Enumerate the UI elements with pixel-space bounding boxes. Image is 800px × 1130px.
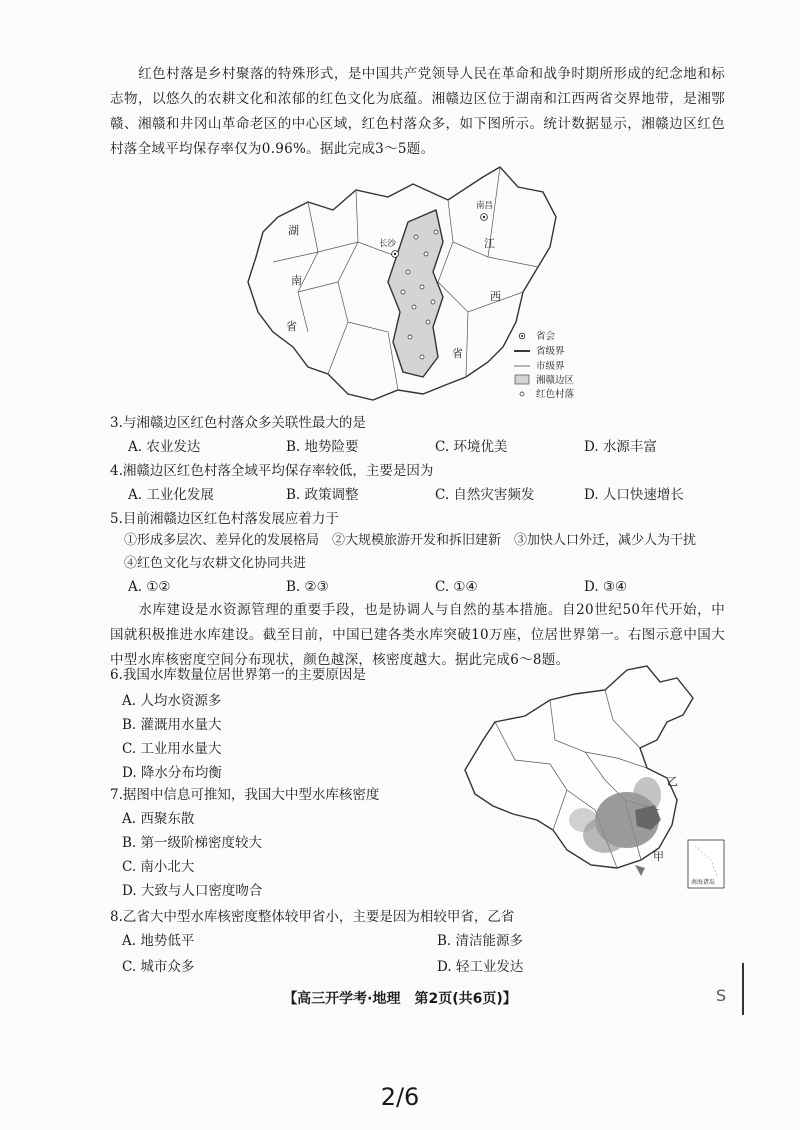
page-indicator: 2/6 — [380, 1083, 420, 1111]
legend-capital: 省会 — [536, 331, 556, 342]
q4-option-b[interactable]: B. 政策调整 — [286, 487, 359, 503]
page-footer: 【高三开学考·地理 第2页(共6页)】 — [283, 991, 517, 1007]
intro-text-2: 水库建设是水资源管理的重要手段，也是协调人与自然的基本措施。自20世纪50年代开始，中国就积极推进水库建设。截至目前，中国已建各类水库突破10万座，位居世界第一。右图示意中国大中型水库核密度空间分布现状，颜色越深，核密度越大。据此完成6～8题。 — [110, 602, 725, 668]
q8-option-a[interactable]: A. 地势低平 — [122, 933, 195, 949]
legend-city-border: 市级界 — [536, 361, 565, 372]
q8-option-d[interactable]: D. 轻工业发达 — [437, 959, 524, 975]
q6-option-d[interactable]: D. 降水分布均衡 — [122, 765, 222, 781]
label-jiangxi-3: 省 — [452, 347, 463, 360]
label-jia: 甲 — [653, 850, 664, 863]
label-inset: 南海诸岛 — [691, 879, 716, 886]
q8-option-c[interactable]: C. 城市众多 — [122, 959, 195, 975]
label-yi: 乙 — [667, 775, 678, 788]
q3-option-d[interactable]: D. 水源丰富 — [584, 439, 657, 455]
label-hunan-3: 省 — [286, 320, 297, 333]
label-jiangxi-2: 西 — [490, 290, 501, 303]
q6-option-b[interactable]: B. 灌溉用水量大 — [122, 717, 222, 733]
q4-stem: 4.湘赣边区红色村落全域平均保存率较低，主要是因为 — [110, 463, 434, 479]
q3-option-b[interactable]: B. 地势险要 — [286, 439, 359, 455]
intro-paragraph-1 — [110, 62, 725, 162]
q5-items-line1: ①形成多层次、差异化的发展格局 ②大规模旅游开发和拆旧建新 ③加快人口外迁，减少人为干扰 — [124, 533, 697, 548]
legend-border-region: 湘赣边区 — [536, 375, 575, 386]
q7-stem: 7.据图中信息可推知，我国大中型水库核密度 — [110, 787, 380, 803]
q4-option-c[interactable]: C. 自然灾害频发 — [435, 487, 535, 503]
intro-text-1: 红色村落是乡村聚落的特殊形式，是中国共产党领导人民在革命和战争时期所形成的纪念地和标志物，以悠久的农耕文化和浓郁的红色文化为底蕴。湘赣边区位于湖南和江西两省交界地带，是湘鄂赣、湘赣和井冈山革命老区的中心区域，红色村落众多，如下图所示。统计数据显示，湘赣边区红色村落全域平均保存率仅为0.96%。据此完成3～5题。 — [110, 66, 725, 157]
label-nanchang: 南昌 — [476, 201, 494, 211]
q3-option-a[interactable]: A. 农业发达 — [128, 439, 201, 455]
q3-stem: 3.与湘赣边区红色村落众多关联性最大的是 — [110, 415, 366, 431]
q7-option-d[interactable]: D. 大致与人口密度吻合 — [122, 883, 263, 899]
q3-option-c[interactable]: C. 环境优美 — [435, 439, 508, 455]
label-hunan-1: 湖 — [288, 224, 299, 237]
map1-legend — [514, 330, 575, 400]
corner-mark: S — [716, 986, 727, 1005]
q5-items-line2: ④红色文化与农耕文化协同共进 — [124, 556, 307, 571]
q5-option-c[interactable]: C. ①④ — [435, 579, 478, 595]
q4-option-a[interactable]: A. 工业化发展 — [128, 487, 214, 503]
q5-stem: 5.目前湘赣边区红色村落发展应着力于 — [110, 511, 339, 527]
q6-option-c[interactable]: C. 工业用水量大 — [122, 741, 222, 757]
q5-option-a[interactable]: A. ①② — [128, 579, 171, 595]
q5-option-b[interactable]: B. ②③ — [286, 579, 329, 595]
label-hunan-2: 南 — [291, 274, 302, 287]
q7-option-c[interactable]: C. 南小北大 — [122, 859, 195, 875]
q7-option-b[interactable]: B. 第一级阶梯密度较大 — [122, 835, 263, 851]
legend-red-village: 红色村落 — [536, 389, 575, 400]
label-changsha: 长沙 — [379, 239, 397, 249]
q8-stem: 8.乙省大中型水库核密度整体较甲省小，主要是因为相较甲省，乙省 — [110, 909, 515, 925]
china-reservoir-map — [455, 660, 730, 900]
edge-line — [742, 963, 744, 1015]
q6-option-a[interactable]: A. 人均水资源多 — [122, 693, 222, 709]
q7-option-a[interactable]: A. 西聚东散 — [122, 811, 195, 827]
legend-province-border: 省级界 — [536, 346, 565, 357]
q6-stem: 6.我国水库数量位居世界第一的主要原因是 — [110, 667, 366, 683]
q8-option-b[interactable]: B. 清洁能源多 — [437, 933, 524, 949]
xianggan-map — [238, 162, 598, 407]
label-jiangxi-1: 江 — [484, 237, 495, 250]
q4-option-d[interactable]: D. 人口快速增长 — [584, 487, 684, 503]
q5-option-d[interactable]: D. ③④ — [584, 579, 628, 595]
